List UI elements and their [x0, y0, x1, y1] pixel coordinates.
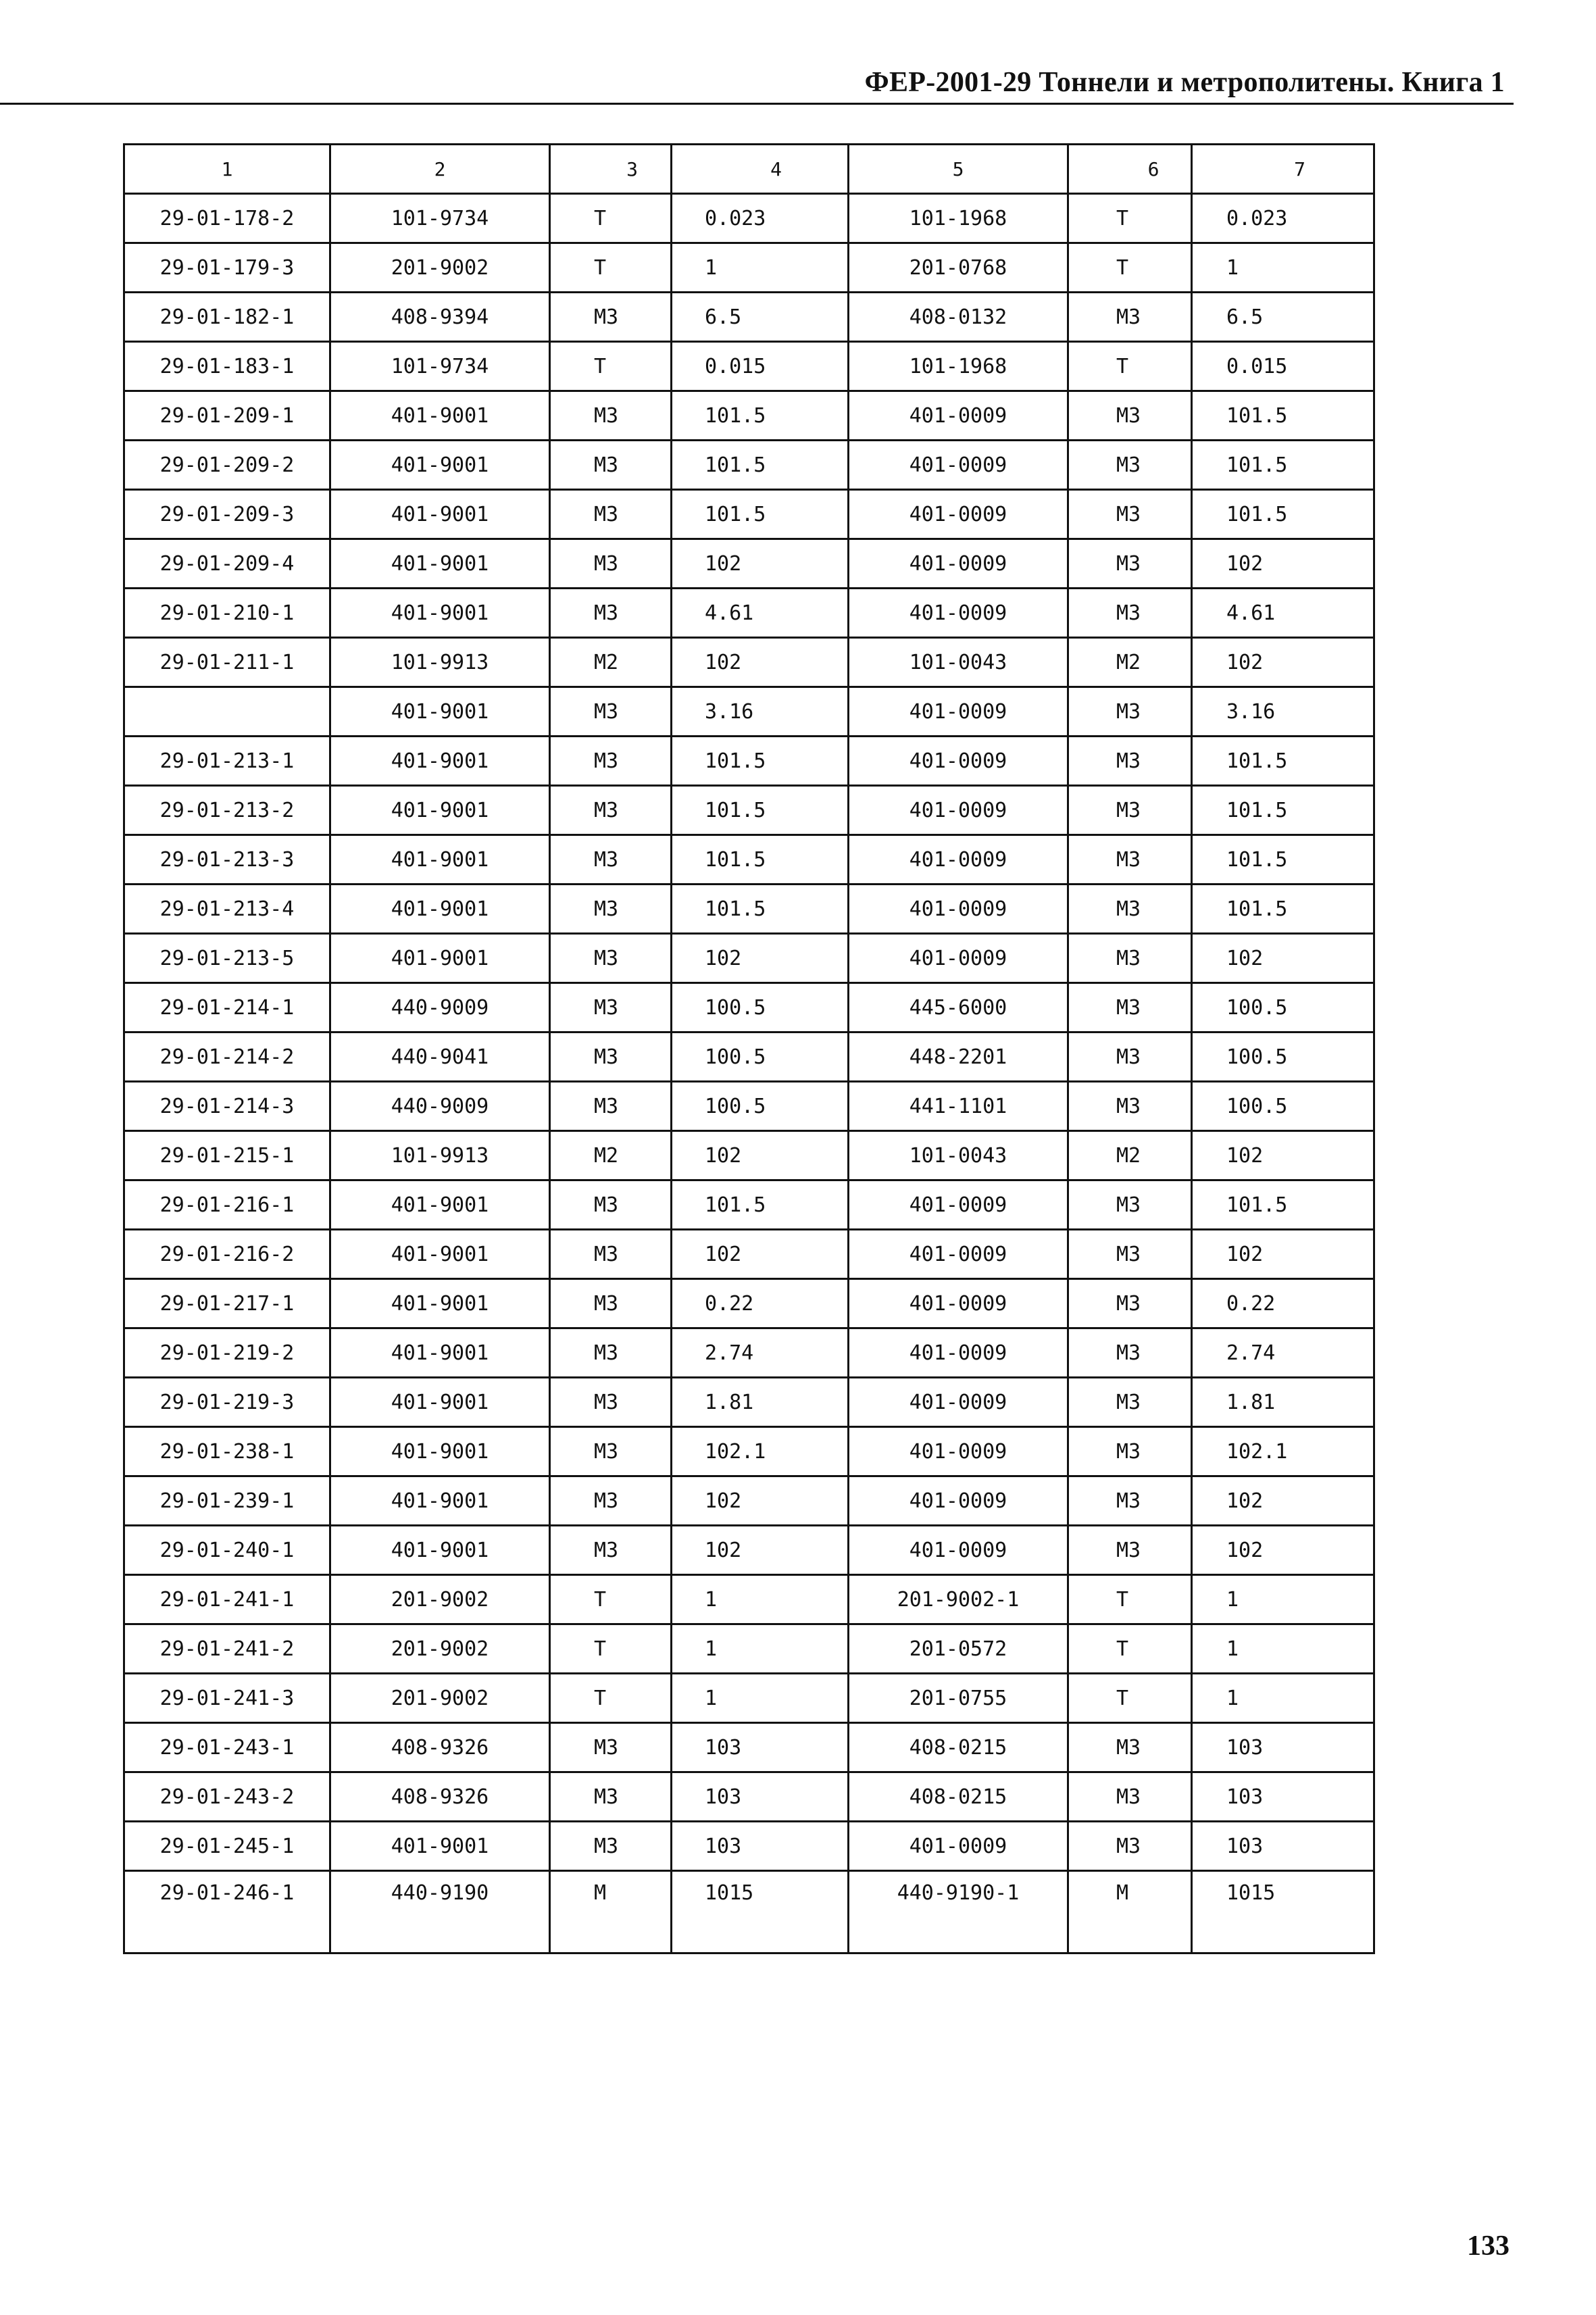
quantity-cell: 2.74: [672, 1328, 849, 1378]
replacement-code-cell: 201-0755: [849, 1674, 1068, 1723]
replacement-quantity-cell: 1: [1192, 243, 1374, 293]
replacement-quantity-cell: 102: [1192, 638, 1374, 687]
quantity-cell: 102: [672, 1131, 849, 1180]
replacement-unit-cell: М: [1068, 1871, 1192, 1953]
table-row: [124, 687, 1374, 737]
resource-code-cell: 101-9734: [330, 194, 550, 243]
norm-code-cell: 29-01-209-2: [124, 441, 330, 490]
unit-cell: М3: [550, 737, 672, 786]
norm-code-cell: 29-01-241-1: [124, 1575, 330, 1624]
replacement-code-cell: 401-0009: [849, 391, 1068, 441]
quantity-cell: 101.5: [672, 835, 849, 885]
table-row: [124, 293, 1374, 342]
quantity-cell: 103: [672, 1723, 849, 1772]
replacement-unit-cell: М3: [1068, 1230, 1192, 1279]
norm-code-cell: 29-01-211-1: [124, 638, 330, 687]
replacement-code-cell: 401-0009: [849, 1526, 1068, 1575]
norm-code-cell: 29-01-209-3: [124, 490, 330, 539]
quantity-cell: 100.5: [672, 1082, 849, 1131]
norm-code-cell: 29-01-213-5: [124, 934, 330, 983]
norm-code-cell: 29-01-219-2: [124, 1328, 330, 1378]
replacement-unit-cell: М3: [1068, 1822, 1192, 1871]
table-row: [124, 1526, 1374, 1575]
resource-code-cell: 101-9734: [330, 342, 550, 391]
replacement-code-cell: 401-0009: [849, 786, 1068, 835]
unit-cell: Т: [550, 342, 672, 391]
norm-code-cell: 29-01-213-3: [124, 835, 330, 885]
replacement-unit-cell: М3: [1068, 786, 1192, 835]
replacement-unit-cell: М3: [1068, 293, 1192, 342]
unit-cell: М3: [550, 885, 672, 934]
replacement-quantity-cell: 102: [1192, 1476, 1374, 1526]
quantity-cell: 100.5: [672, 1032, 849, 1082]
quantity-cell: 101.5: [672, 441, 849, 490]
replacement-unit-cell: М3: [1068, 885, 1192, 934]
unit-cell: М3: [550, 1427, 672, 1476]
norm-code-cell: 29-01-209-4: [124, 539, 330, 589]
replacement-code-cell: 401-0009: [849, 1378, 1068, 1427]
replacement-quantity-cell: 102: [1192, 934, 1374, 983]
table-row: [124, 1082, 1374, 1131]
resource-code-cell: 401-9001: [330, 687, 550, 737]
unit-cell: М3: [550, 1378, 672, 1427]
replacement-quantity-cell: 101.5: [1192, 885, 1374, 934]
quantity-cell: 101.5: [672, 885, 849, 934]
resource-code-cell: 401-9001: [330, 391, 550, 441]
replacement-code-cell: 401-0009: [849, 835, 1068, 885]
unit-cell: М3: [550, 1230, 672, 1279]
norm-code-cell: 29-01-182-1: [124, 293, 330, 342]
replacement-quantity-cell: 103: [1192, 1723, 1374, 1772]
norm-code-cell: 29-01-215-1: [124, 1131, 330, 1180]
unit-cell: Т: [550, 1575, 672, 1624]
unit-cell: М3: [550, 490, 672, 539]
replacement-quantity-cell: 103: [1192, 1772, 1374, 1822]
replacement-quantity-cell: 101.5: [1192, 1180, 1374, 1230]
unit-cell: М3: [550, 293, 672, 342]
quantity-cell: 4.61: [672, 589, 849, 638]
table-row: [124, 934, 1374, 983]
replacement-unit-cell: М3: [1068, 934, 1192, 983]
quantity-cell: 6.5: [672, 293, 849, 342]
table-row: [124, 835, 1374, 885]
norm-code-cell: 29-01-217-1: [124, 1279, 330, 1328]
replacement-quantity-cell: 102: [1192, 1131, 1374, 1180]
replacement-code-cell: 401-0009: [849, 885, 1068, 934]
unit-cell: М3: [550, 539, 672, 589]
resource-code-cell: 440-9009: [330, 1082, 550, 1131]
unit-cell: М3: [550, 1526, 672, 1575]
unit-cell: М3: [550, 1723, 672, 1772]
resource-code-cell: 401-9001: [330, 441, 550, 490]
replacement-code-cell: 201-9002-1: [849, 1575, 1068, 1624]
column-header: 3: [550, 145, 672, 194]
replacement-code-cell: 401-0009: [849, 1427, 1068, 1476]
norm-code-cell: 29-01-183-1: [124, 342, 330, 391]
replacement-code-cell: 441-1101: [849, 1082, 1068, 1131]
replacement-code-cell: 408-0132: [849, 293, 1068, 342]
norm-code-cell: 29-01-213-2: [124, 786, 330, 835]
table-row: [124, 1476, 1374, 1526]
norm-code-cell: 29-01-213-1: [124, 737, 330, 786]
replacement-unit-cell: М2: [1068, 1131, 1192, 1180]
replacement-quantity-cell: 102: [1192, 1230, 1374, 1279]
norm-code-cell: 29-01-241-2: [124, 1624, 330, 1674]
table-row: [124, 1427, 1374, 1476]
column-header: 7: [1192, 145, 1374, 194]
norm-code-cell: 29-01-219-3: [124, 1378, 330, 1427]
resource-code-cell: 401-9001: [330, 1427, 550, 1476]
table-row: [124, 1772, 1374, 1822]
resource-code-cell: 401-9001: [330, 589, 550, 638]
column-header: 6: [1068, 145, 1192, 194]
replacement-quantity-cell: 1: [1192, 1575, 1374, 1624]
replacement-code-cell: 201-0768: [849, 243, 1068, 293]
table-row: [124, 638, 1374, 687]
table-row: [124, 441, 1374, 490]
replacement-code-cell: 401-0009: [849, 1279, 1068, 1328]
replacement-unit-cell: Т: [1068, 1674, 1192, 1723]
quantity-cell: 102: [672, 1476, 849, 1526]
resource-code-cell: 401-9001: [330, 1180, 550, 1230]
replacement-unit-cell: М3: [1068, 589, 1192, 638]
replacement-unit-cell: М3: [1068, 1772, 1192, 1822]
quantity-cell: 101.5: [672, 391, 849, 441]
replacement-code-cell: 401-0009: [849, 1476, 1068, 1526]
table-row: [124, 983, 1374, 1032]
replacement-quantity-cell: 0.015: [1192, 342, 1374, 391]
unit-cell: М2: [550, 638, 672, 687]
resource-code-cell: 401-9001: [330, 885, 550, 934]
resource-code-cell: 401-9001: [330, 1279, 550, 1328]
table-row: [124, 1180, 1374, 1230]
resource-code-cell: 401-9001: [330, 835, 550, 885]
table-row: [124, 885, 1374, 934]
quantity-cell: 100.5: [672, 983, 849, 1032]
replacement-unit-cell: М3: [1068, 1723, 1192, 1772]
unit-cell: М3: [550, 835, 672, 885]
replacement-code-cell: 408-0215: [849, 1723, 1068, 1772]
resource-code-cell: 401-9001: [330, 490, 550, 539]
replacement-quantity-cell: 102: [1192, 1526, 1374, 1575]
replacement-quantity-cell: 100.5: [1192, 1082, 1374, 1131]
replacement-unit-cell: М3: [1068, 835, 1192, 885]
quantity-cell: 101.5: [672, 786, 849, 835]
resource-code-cell: 401-9001: [330, 539, 550, 589]
unit-cell: Т: [550, 243, 672, 293]
replacement-unit-cell: М3: [1068, 490, 1192, 539]
column-header: 4: [672, 145, 849, 194]
table-header-row: [124, 145, 1374, 194]
table-row: [124, 539, 1374, 589]
replacement-quantity-cell: 102.1: [1192, 1427, 1374, 1476]
resource-code-cell: 401-9001: [330, 1378, 550, 1427]
replacement-quantity-cell: 1: [1192, 1674, 1374, 1723]
replacement-code-cell: 445-6000: [849, 983, 1068, 1032]
resource-code-cell: 408-9326: [330, 1723, 550, 1772]
quantity-cell: 101.5: [672, 490, 849, 539]
replacement-quantity-cell: 103: [1192, 1822, 1374, 1871]
norms-table: [123, 143, 1375, 1954]
norm-code-cell: 29-01-178-2: [124, 194, 330, 243]
norm-code-cell: 29-01-213-4: [124, 885, 330, 934]
replacement-code-cell: 401-0009: [849, 687, 1068, 737]
norm-code-cell: 29-01-238-1: [124, 1427, 330, 1476]
resource-code-cell: 401-9001: [330, 1328, 550, 1378]
unit-cell: М3: [550, 1476, 672, 1526]
replacement-unit-cell: Т: [1068, 194, 1192, 243]
resource-code-cell: 440-9190: [330, 1871, 550, 1953]
quantity-cell: 101.5: [672, 1180, 849, 1230]
unit-cell: М: [550, 1871, 672, 1953]
replacement-code-cell: 440-9190-1: [849, 1871, 1068, 1953]
replacement-code-cell: 401-0009: [849, 589, 1068, 638]
replacement-quantity-cell: 101.5: [1192, 391, 1374, 441]
replacement-quantity-cell: 0.023: [1192, 194, 1374, 243]
column-header: 2: [330, 145, 550, 194]
replacement-unit-cell: М3: [1068, 1279, 1192, 1328]
norm-code-cell: 29-01-214-1: [124, 983, 330, 1032]
replacement-code-cell: 101-1968: [849, 194, 1068, 243]
table-row: [124, 194, 1374, 243]
table-row: [124, 1378, 1374, 1427]
quantity-cell: 1: [672, 1575, 849, 1624]
replacement-quantity-cell: 101.5: [1192, 786, 1374, 835]
replacement-unit-cell: М3: [1068, 1032, 1192, 1082]
replacement-unit-cell: М3: [1068, 1328, 1192, 1378]
table-row: [124, 1674, 1374, 1723]
norm-code-cell: 29-01-243-2: [124, 1772, 330, 1822]
replacement-code-cell: 101-0043: [849, 638, 1068, 687]
replacement-quantity-cell: 1015: [1192, 1871, 1374, 1953]
replacement-unit-cell: М3: [1068, 539, 1192, 589]
replacement-unit-cell: М3: [1068, 441, 1192, 490]
quantity-cell: 0.015: [672, 342, 849, 391]
norm-code-cell: 29-01-246-1: [124, 1871, 330, 1953]
replacement-code-cell: 401-0009: [849, 1822, 1068, 1871]
replacement-code-cell: 401-0009: [849, 539, 1068, 589]
table-row: [124, 1230, 1374, 1279]
table-row: [124, 1131, 1374, 1180]
table-row: [124, 1822, 1374, 1871]
replacement-unit-cell: М2: [1068, 638, 1192, 687]
table-row: [124, 1871, 1374, 1953]
table-row: [124, 1723, 1374, 1772]
norm-code-cell: 29-01-214-2: [124, 1032, 330, 1082]
replacement-quantity-cell: 100.5: [1192, 983, 1374, 1032]
quantity-cell: 102: [672, 934, 849, 983]
replacement-quantity-cell: 101.5: [1192, 490, 1374, 539]
unit-cell: М3: [550, 1772, 672, 1822]
replacement-code-cell: 401-0009: [849, 490, 1068, 539]
replacement-code-cell: 448-2201: [849, 1032, 1068, 1082]
replacement-quantity-cell: 101.5: [1192, 441, 1374, 490]
quantity-cell: 1.81: [672, 1378, 849, 1427]
replacement-unit-cell: М3: [1068, 391, 1192, 441]
quantity-cell: 1: [672, 1624, 849, 1674]
replacement-quantity-cell: 100.5: [1192, 1032, 1374, 1082]
replacement-code-cell: 101-0043: [849, 1131, 1068, 1180]
norm-code-cell: 29-01-216-1: [124, 1180, 330, 1230]
table-row: [124, 490, 1374, 539]
table-body: [124, 194, 1374, 1953]
norm-code-cell: 29-01-243-1: [124, 1723, 330, 1772]
table-row: [124, 391, 1374, 441]
table-row: [124, 589, 1374, 638]
resource-code-cell: 408-9394: [330, 293, 550, 342]
unit-cell: М3: [550, 1082, 672, 1131]
table-row: [124, 342, 1374, 391]
replacement-code-cell: 401-0009: [849, 1180, 1068, 1230]
quantity-cell: 102: [672, 1230, 849, 1279]
unit-cell: Т: [550, 194, 672, 243]
resource-code-cell: 401-9001: [330, 1526, 550, 1575]
unit-cell: М3: [550, 1279, 672, 1328]
replacement-unit-cell: М3: [1068, 1476, 1192, 1526]
quantity-cell: 1: [672, 1674, 849, 1723]
header-divider: [0, 103, 1514, 105]
quantity-cell: 102: [672, 1526, 849, 1575]
table-row: [124, 786, 1374, 835]
norm-code-cell: 29-01-216-2: [124, 1230, 330, 1279]
replacement-code-cell: 408-0215: [849, 1772, 1068, 1822]
replacement-code-cell: 401-0009: [849, 441, 1068, 490]
unit-cell: М3: [550, 934, 672, 983]
unit-cell: М3: [550, 441, 672, 490]
replacement-unit-cell: М3: [1068, 1082, 1192, 1131]
resource-code-cell: 440-9041: [330, 1032, 550, 1082]
unit-cell: М3: [550, 1032, 672, 1082]
quantity-cell: 3.16: [672, 687, 849, 737]
replacement-unit-cell: М3: [1068, 1180, 1192, 1230]
resource-code-cell: 201-9002: [330, 1575, 550, 1624]
quantity-cell: 0.22: [672, 1279, 849, 1328]
unit-cell: М3: [550, 1328, 672, 1378]
replacement-unit-cell: Т: [1068, 1624, 1192, 1674]
replacement-code-cell: 401-0009: [849, 737, 1068, 786]
resource-code-cell: 401-9001: [330, 934, 550, 983]
replacement-unit-cell: М3: [1068, 1526, 1192, 1575]
quantity-cell: 1015: [672, 1871, 849, 1953]
unit-cell: М2: [550, 1131, 672, 1180]
table-row: [124, 737, 1374, 786]
quantity-cell: 1: [672, 243, 849, 293]
unit-cell: М3: [550, 1822, 672, 1871]
replacement-code-cell: 201-0572: [849, 1624, 1068, 1674]
replacement-quantity-cell: 0.22: [1192, 1279, 1374, 1328]
resource-code-cell: 440-9009: [330, 983, 550, 1032]
replacement-unit-cell: М3: [1068, 687, 1192, 737]
resource-code-cell: 401-9001: [330, 1230, 550, 1279]
replacement-unit-cell: М3: [1068, 1378, 1192, 1427]
norm-code-cell: 29-01-214-3: [124, 1082, 330, 1131]
resource-code-cell: 101-9913: [330, 638, 550, 687]
replacement-unit-cell: М3: [1068, 737, 1192, 786]
replacement-unit-cell: М3: [1068, 983, 1192, 1032]
unit-cell: М3: [550, 589, 672, 638]
resource-code-cell: 401-9001: [330, 786, 550, 835]
resource-code-cell: 401-9001: [330, 1476, 550, 1526]
quantity-cell: 102.1: [672, 1427, 849, 1476]
replacement-code-cell: 401-0009: [849, 1230, 1068, 1279]
norm-code-cell: 29-01-179-3: [124, 243, 330, 293]
quantity-cell: 102: [672, 539, 849, 589]
replacement-unit-cell: Т: [1068, 342, 1192, 391]
column-header: 5: [849, 145, 1068, 194]
replacement-quantity-cell: 102: [1192, 539, 1374, 589]
replacement-quantity-cell: 6.5: [1192, 293, 1374, 342]
table-row: [124, 1575, 1374, 1624]
table-row: [124, 243, 1374, 293]
norm-code-cell: 29-01-245-1: [124, 1822, 330, 1871]
norm-code-cell: 29-01-210-1: [124, 589, 330, 638]
replacement-quantity-cell: 101.5: [1192, 737, 1374, 786]
unit-cell: Т: [550, 1674, 672, 1723]
table-header: [124, 145, 1374, 194]
replacement-quantity-cell: 3.16: [1192, 687, 1374, 737]
quantity-cell: 102: [672, 638, 849, 687]
table-row: [124, 1032, 1374, 1082]
replacement-code-cell: 401-0009: [849, 1328, 1068, 1378]
norm-code-cell: 29-01-209-1: [124, 391, 330, 441]
replacement-code-cell: 101-1968: [849, 342, 1068, 391]
resource-code-cell: 408-9326: [330, 1772, 550, 1822]
resource-code-cell: 401-9001: [330, 1822, 550, 1871]
replacement-quantity-cell: 1: [1192, 1624, 1374, 1674]
norm-code-cell: [124, 687, 330, 737]
resource-code-cell: 201-9002: [330, 1624, 550, 1674]
page-number: 133: [1467, 2231, 1510, 2262]
unit-cell: М3: [550, 687, 672, 737]
replacement-unit-cell: Т: [1068, 243, 1192, 293]
quantity-cell: 103: [672, 1822, 849, 1871]
table-row: [124, 1279, 1374, 1328]
norm-code-cell: 29-01-241-3: [124, 1674, 330, 1723]
unit-cell: М3: [550, 1180, 672, 1230]
quantity-cell: 103: [672, 1772, 849, 1822]
norm-code-cell: 29-01-239-1: [124, 1476, 330, 1526]
resource-code-cell: 201-9002: [330, 1674, 550, 1723]
unit-cell: Т: [550, 1624, 672, 1674]
table-row: [124, 1328, 1374, 1378]
resource-code-cell: 101-9913: [330, 1131, 550, 1180]
norm-code-cell: 29-01-240-1: [124, 1526, 330, 1575]
document-header-title: ФЕР-2001-29 Тоннели и метрополитены. Книга 1: [864, 67, 1505, 98]
resource-code-cell: 401-9001: [330, 737, 550, 786]
quantity-cell: 0.023: [672, 194, 849, 243]
replacement-quantity-cell: 2.74: [1192, 1328, 1374, 1378]
unit-cell: М3: [550, 391, 672, 441]
table-row: [124, 1624, 1374, 1674]
replacement-code-cell: 401-0009: [849, 934, 1068, 983]
quantity-cell: 101.5: [672, 737, 849, 786]
resource-code-cell: 201-9002: [330, 243, 550, 293]
replacement-quantity-cell: 4.61: [1192, 589, 1374, 638]
replacement-unit-cell: М3: [1068, 1427, 1192, 1476]
column-header: 1: [124, 145, 330, 194]
replacement-quantity-cell: 1.81: [1192, 1378, 1374, 1427]
replacement-unit-cell: Т: [1068, 1575, 1192, 1624]
unit-cell: М3: [550, 786, 672, 835]
replacement-quantity-cell: 101.5: [1192, 835, 1374, 885]
unit-cell: М3: [550, 983, 672, 1032]
